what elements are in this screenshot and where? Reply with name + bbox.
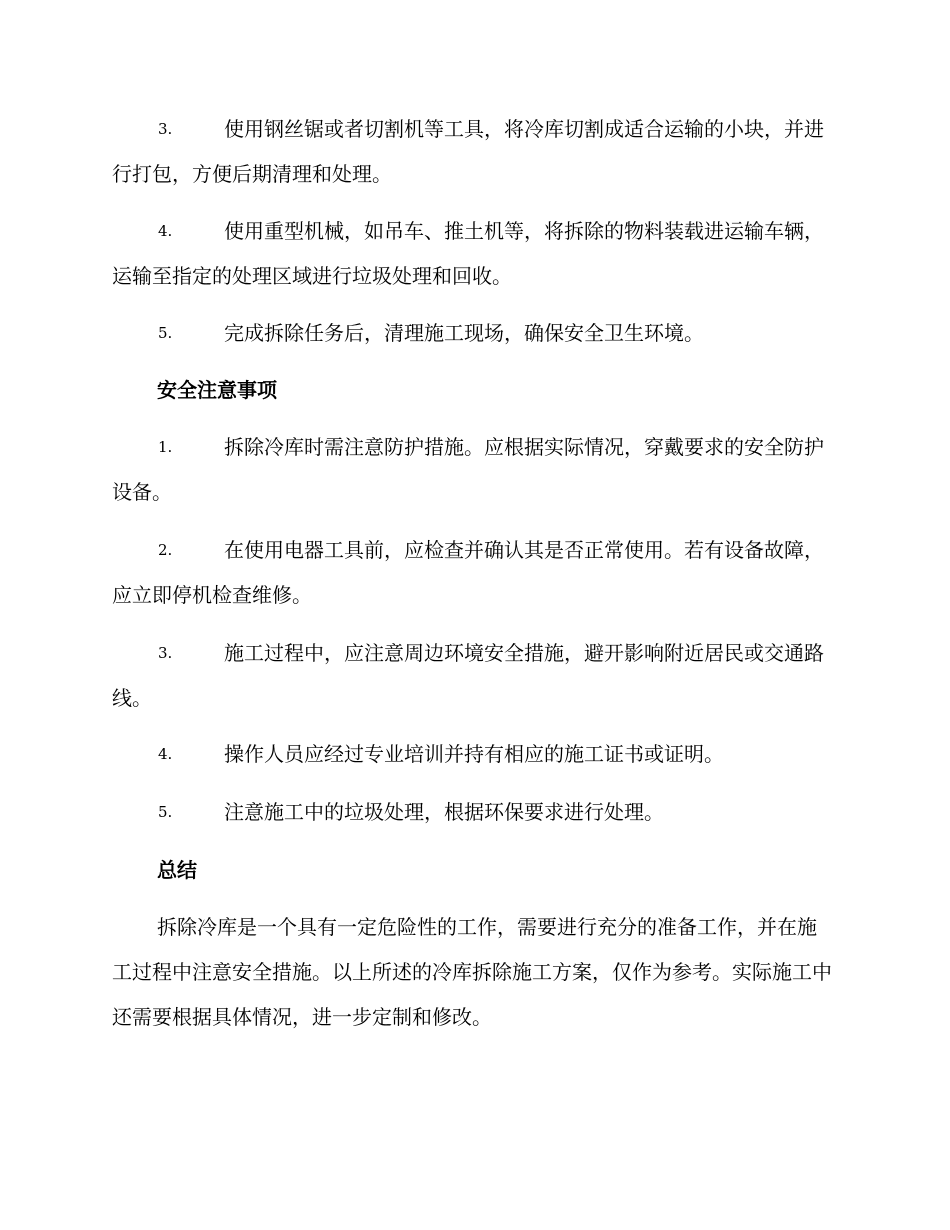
item-number: 4.: [158, 745, 173, 763]
step-text: 完成拆除任务后，清理施工现场，确保安全卫生环境。: [224, 321, 704, 345]
item-number: 1.: [158, 438, 173, 456]
step-text: 使用钢丝锯或者切割机等工具，将冷库切割成适合运输的小块，并进行打包，方便后期清理和处理。: [112, 117, 824, 186]
step-4: [112, 209, 832, 299]
step-number: 3.: [158, 120, 173, 138]
item-text: 拆除冷库时需注意防护措施。应根据实际情况，穿戴要求的安全防护设备。: [112, 435, 824, 504]
item-text: 操作人员应经过专业培训并持有相应的施工证书或证明。: [224, 742, 724, 766]
item-text: 在使用电器工具前，应检查并确认其是否正常使用。若有设备故障，应立即停机检查维修。: [112, 538, 824, 607]
safety-item-2: [112, 528, 832, 618]
step-text: 使用重型机械，如吊车、推土机等，将拆除的物料装载进运输车辆，运输至指定的处理区域进行垃圾处理和回收。: [112, 219, 824, 288]
step-5: [112, 311, 832, 356]
section-heading-summary: 总结: [157, 858, 197, 882]
safety-item-1: [112, 425, 832, 515]
item-number: 2.: [158, 541, 173, 559]
summary-paragraph: 拆除冷库是一个具有一定危险性的工作，需要进行充分的准备工作，并在施工过程中注意安全措施。以上所述的冷库拆除施工方案，仅作为参考。实际施工中还需要根据具体情况，进一步定制和修改。: [112, 915, 832, 1029]
item-number: 5.: [158, 803, 173, 821]
step-3: [112, 107, 832, 197]
step-number: 5.: [158, 324, 173, 342]
step-number: 4.: [158, 222, 173, 240]
section-heading-safety: 安全注意事项: [157, 378, 277, 402]
item-number: 3.: [158, 644, 173, 662]
item-text: 施工过程中，应注意周边环境安全措施，避开影响附近居民或交通路线。: [112, 641, 824, 710]
safety-item-3: [112, 631, 832, 721]
safety-item-4: [112, 732, 832, 777]
safety-item-5: [112, 790, 832, 835]
item-text: 注意施工中的垃圾处理，根据环保要求进行处理。: [224, 800, 664, 824]
